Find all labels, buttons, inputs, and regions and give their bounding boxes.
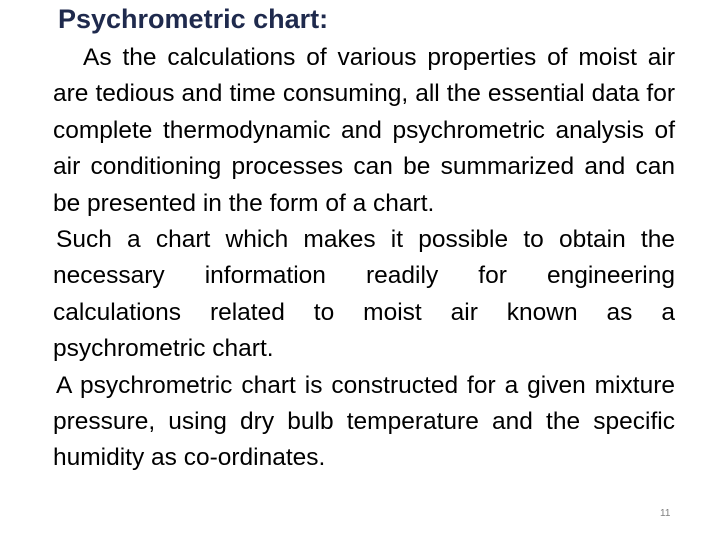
slide-body [53, 40, 675, 477]
page-number: 11 [660, 508, 671, 519]
paragraph-3: A psychrometric chart is constructed for a given mixture pressure, using dry bulb temperature and the specific humidity as co-ordinates. [53, 371, 675, 472]
paragraph-1: As the calculations of various properties of moist air are tedious and time consuming, all the essential data for complete thermodynamic and psychrometric analysis of air conditioning processes can be summarized and can be presented in the form of a chart. [53, 44, 675, 217]
slide-title: Psychrometric chart: [58, 4, 329, 34]
paragraph-2: Such a chart which makes it possible to obtain the necessary information readily for engineering calculations related to moist air known as a psychrometric chart. [53, 226, 675, 363]
